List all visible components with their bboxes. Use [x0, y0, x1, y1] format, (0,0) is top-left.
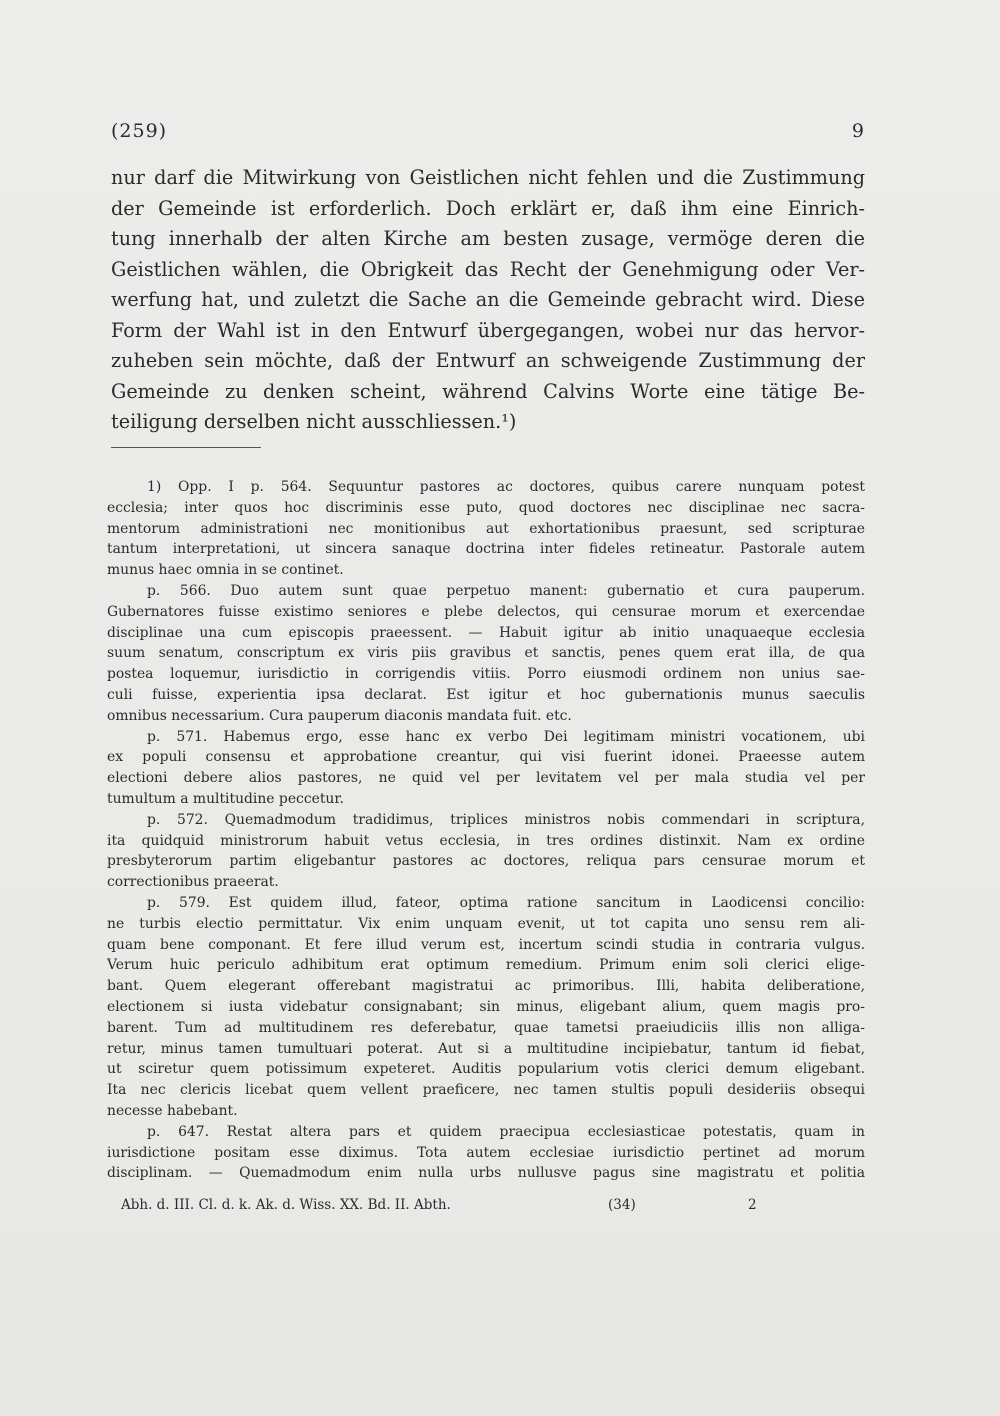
footnote-line: p. 566. Duo autem sunt quae perpetuo manent: gubernatio et cura pauperum.: [147, 582, 865, 599]
footnote-line: Verum huic periculo adhibitum erat optimum remedium. Primum enim soli clerici elige-: [107, 957, 865, 974]
footnote-line: barent. Tum ad multitudinem res deferebatur, quae tametsi praeiudiciis illis non alliga-: [107, 1019, 865, 1036]
footnote-line: tumultum a multitudine peccetur.: [107, 790, 344, 807]
main-paragraph: [111, 163, 865, 438]
footnote-line: necesse habebant.: [107, 1102, 238, 1119]
footnote-line: tantum interpretationi, ut sincera sanaque doctrina inter fideles retineatur. Pastorale autem: [107, 541, 865, 558]
footnote-line: postea loquemur, iurisdictio in corrigendis vitiis. Porro eiusmodi ordinem non unius sae-: [107, 666, 865, 683]
footnote-line: disciplinae una cum episcopis praeessent. — Habuit igitur ab initio unaquaeque ecclesia: [107, 624, 865, 641]
footnote-line: ex populi consensu et approbatione creantur, qui visi fuerint idonei. Praeesse autem: [107, 749, 865, 766]
footnote-line: 1) Opp. I p. 564. Sequuntur pastores ac doctores, quibus carere nunquam potest: [147, 479, 865, 495]
footnote-line: correctionibus praeerat.: [107, 874, 279, 891]
sheet-number: (34): [608, 1197, 636, 1213]
body-line: teiligung derselben nicht ausschliessen.¹): [111, 410, 517, 433]
body-line: Gemeinde zu denken scheint, während Calvins Worte eine tätige Be-: [111, 379, 865, 403]
footnote-line: culi fuisse, experientia ipsa declarat. Est igitur et hoc gubernationis munus saeculis: [107, 686, 865, 703]
footnote-line: p. 572. Quemadmodum tradidimus, triplices ministros nobis commendari in scriptura,: [147, 811, 865, 828]
footnote-line: Gubernatores fuisse existimo seniores e plebe delectos, qui censurae morum et exercendae: [107, 603, 865, 620]
footnote-line: retur, minus tamen tumultuari poterat. Aut si a multitudine incipiebatur, tantum id fiebat,: [107, 1040, 865, 1057]
footnote-line: p. 579. Est quidem illud, fateor, optima ratione sancitum in Laodicensi concilio:: [147, 894, 865, 911]
footnote-line: presbyterorum partim eligebantur pastores ac doctores, reliqua pars censurae morum et: [107, 853, 865, 870]
page-number-bracketed: (259): [111, 120, 168, 142]
footnote-line: ut sciretur quem potissimum expeteret. Auditis popularium votis clerici demum eligebant.: [107, 1061, 865, 1078]
footnote-line: p. 647. Restat altera pars et quidem praecipua ecclesiasticae potestatis, quam in: [147, 1123, 865, 1140]
footnote-line: disciplinam. — Quemadmodum enim nulla urbs nullusve pagus sine magistratu et politia: [107, 1165, 865, 1182]
body-line: tung innerhalb der alten Kirche am besten zusage, vermöge deren die: [111, 227, 865, 250]
footnote-divider: [111, 447, 261, 448]
footnote-line: ne turbis electio permittatur. Vix enim unquam evenit, ut tot capita uno sensu rem ali-: [107, 915, 865, 932]
footnote-line: ita quidquid ministrorum habuit vetus ecclesia, in tres ordines distinxit. Nam ex ordine: [107, 832, 865, 849]
footnote-line: bant. Quem elegerant offerebant magistratui ac primoribus. Illi, habita deliberatione,: [107, 978, 865, 995]
body-line: werfung hat, und zuletzt die Sache an die Gemeinde gebracht wird. Diese: [111, 288, 865, 311]
body-line: der Gemeinde ist erforderlich. Doch erklärt er, daß ihm eine Einrich-: [111, 196, 865, 220]
footnote-line: p. 571. Habemus ergo, esse hanc ex verbo Dei legitimam ministri vocationem, ubi: [147, 728, 865, 745]
footnote-line: mentorum administrationi nec monitionibus aut exhortationibus praesunt, sed scripturae: [107, 520, 865, 537]
series-citation: Abh. d. III. Cl. d. k. Ak. d. Wiss. XX. Bd. II. Abth.: [121, 1197, 451, 1213]
page-number: 9: [851, 120, 865, 142]
footnote-line: munus haec omnia in se continet.: [107, 562, 344, 579]
footnote-line: electioni debere alios pastores, ne quid vel per levitatem vel per mala studia vel per: [107, 770, 865, 787]
footnote-line: omnibus necessarium. Cura pauperum diaconis mandata fuit. etc.: [107, 707, 572, 724]
footnote-line: electionem si iusta videbatur consignabant; sin minus, eligebant alium, quem magis pro-: [107, 998, 865, 1015]
running-head: [111, 120, 865, 146]
footnotes: [107, 477, 865, 1184]
footnote-line: quam bene componant. Et fere illud verum est, incertum scindi studia in contraria vulgus.: [107, 936, 865, 953]
body-line: zuheben sein möchte, daß der Entwurf an schweigende Zustimmung der: [111, 349, 865, 372]
footnote-line: suum senatum, conscriptum ex viris piis gravibus et sanctis, penes quem erat illa, de qua: [107, 645, 865, 662]
signature-line: [121, 1197, 771, 1219]
footnote-line: Ita nec clericis licebat quem vellent praeficere, nec tamen stultis populi desideriis obsequi: [107, 1082, 865, 1099]
body-line: Geistlichen wählen, die Obrigkeit das Recht der Genehmigung oder Ver-: [111, 257, 865, 281]
signature-mark: 2: [748, 1197, 757, 1213]
footnote-line: ecclesia; inter quos hoc discriminis esse puto, quod doctores nec disciplinae nec sacra-: [107, 499, 865, 516]
body-line: Form der Wahl ist in den Entwurf übergegangen, wobei nur das hervor-: [111, 318, 865, 342]
footnote-line: iurisdictione positam esse diximus. Tota autem ecclesiae iurisdictio pertinet ad morum: [107, 1144, 865, 1161]
body-line: nur darf die Mitwirkung von Geistlichen nicht fehlen und die Zustimmung: [111, 166, 865, 189]
